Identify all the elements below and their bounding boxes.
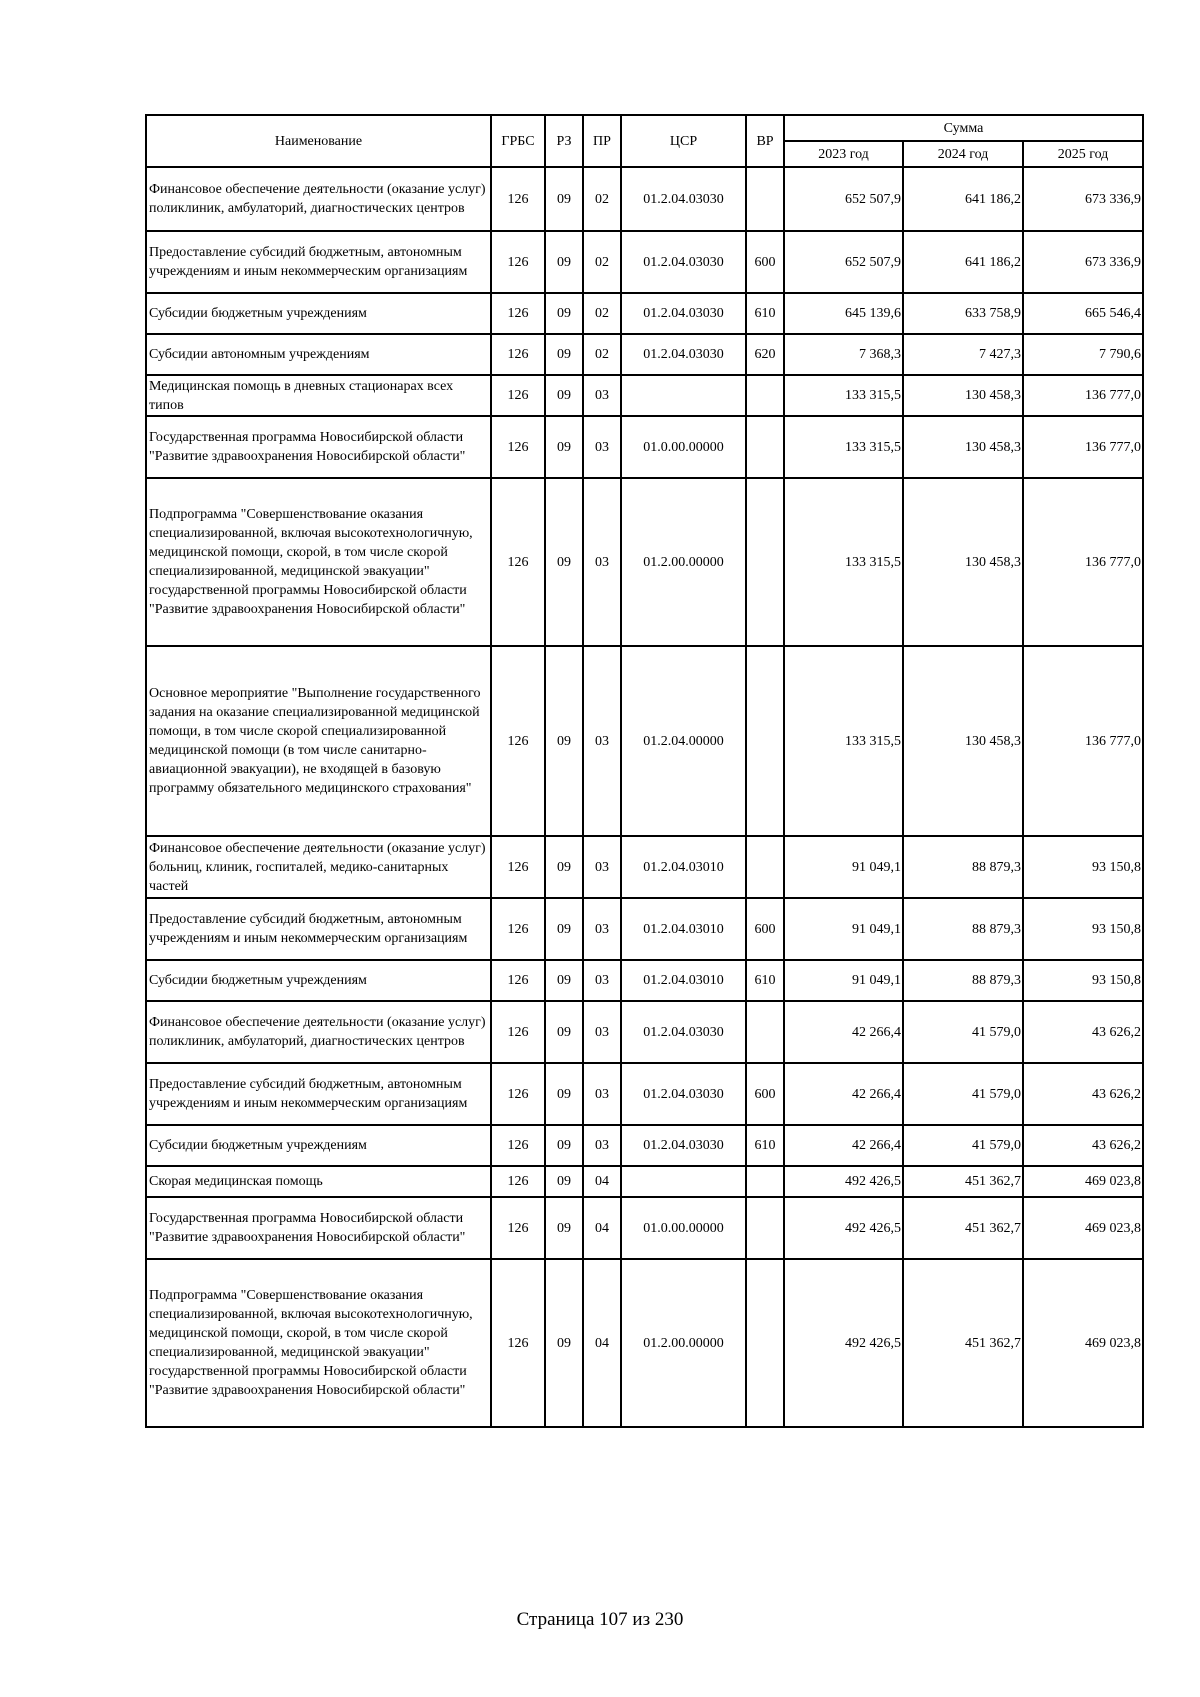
cell-amount-2024: 641 186,2 bbox=[903, 231, 1023, 293]
table-row bbox=[146, 1063, 1143, 1125]
cell-vr bbox=[746, 1197, 784, 1259]
cell-amount-2023: 133 315,5 bbox=[784, 416, 903, 478]
header-grbs: ГРБС bbox=[491, 115, 545, 167]
cell-name: Финансовое обеспечение деятельности (оказание услуг) больниц, клиник, госпиталей, медико-санитарных частей bbox=[146, 836, 491, 898]
cell-amount-2024: 41 579,0 bbox=[903, 1063, 1023, 1125]
budget-table bbox=[145, 114, 1144, 1428]
cell-amount-2025: 7 790,6 bbox=[1023, 334, 1143, 375]
cell-vr bbox=[746, 1001, 784, 1063]
cell-name: Субсидии бюджетным учреждениям bbox=[146, 960, 491, 1001]
cell-pr: 04 bbox=[583, 1166, 621, 1197]
cell-rz: 09 bbox=[545, 1166, 583, 1197]
cell-amount-2023: 133 315,5 bbox=[784, 478, 903, 646]
cell-vr bbox=[746, 416, 784, 478]
header-year-2023: 2023 год bbox=[784, 141, 903, 167]
cell-pr: 02 bbox=[583, 293, 621, 334]
cell-name: Предоставление субсидий бюджетным, автономным учреждениям и иным некоммерческим организациям bbox=[146, 898, 491, 960]
cell-pr: 03 bbox=[583, 1063, 621, 1125]
cell-pr: 03 bbox=[583, 646, 621, 836]
cell-amount-2024: 41 579,0 bbox=[903, 1001, 1023, 1063]
cell-pr: 03 bbox=[583, 416, 621, 478]
cell-amount-2024: 451 362,7 bbox=[903, 1197, 1023, 1259]
cell-amount-2025: 43 626,2 bbox=[1023, 1125, 1143, 1166]
cell-amount-2024: 88 879,3 bbox=[903, 960, 1023, 1001]
cell-pr: 03 bbox=[583, 1125, 621, 1166]
cell-rz: 09 bbox=[545, 1063, 583, 1125]
cell-vr: 610 bbox=[746, 1125, 784, 1166]
cell-pr: 03 bbox=[583, 1001, 621, 1063]
cell-grbs: 126 bbox=[491, 1063, 545, 1125]
cell-amount-2023: 492 426,5 bbox=[784, 1166, 903, 1197]
cell-name: Государственная программа Новосибирской области "Развитие здравоохранения Новосибирской области" bbox=[146, 416, 491, 478]
cell-rz: 09 bbox=[545, 1001, 583, 1063]
table-row bbox=[146, 1001, 1143, 1063]
cell-amount-2024: 451 362,7 bbox=[903, 1166, 1023, 1197]
cell-csr bbox=[621, 375, 746, 416]
cell-pr: 02 bbox=[583, 167, 621, 231]
cell-amount-2025: 43 626,2 bbox=[1023, 1063, 1143, 1125]
cell-vr bbox=[746, 375, 784, 416]
cell-amount-2023: 7 368,3 bbox=[784, 334, 903, 375]
cell-vr bbox=[746, 836, 784, 898]
header-name: Наименование bbox=[146, 115, 491, 167]
cell-amount-2025: 673 336,9 bbox=[1023, 231, 1143, 293]
table-row bbox=[146, 898, 1143, 960]
cell-grbs: 126 bbox=[491, 293, 545, 334]
header-year-2025: 2025 год bbox=[1023, 141, 1143, 167]
cell-amount-2024: 451 362,7 bbox=[903, 1259, 1023, 1427]
cell-amount-2025: 469 023,8 bbox=[1023, 1259, 1143, 1427]
cell-csr: 01.2.04.03030 bbox=[621, 334, 746, 375]
table-row bbox=[146, 960, 1143, 1001]
table-header bbox=[146, 115, 1143, 167]
cell-vr bbox=[746, 1259, 784, 1427]
cell-vr: 600 bbox=[746, 1063, 784, 1125]
cell-amount-2024: 41 579,0 bbox=[903, 1125, 1023, 1166]
cell-rz: 09 bbox=[545, 1259, 583, 1427]
cell-csr: 01.0.00.00000 bbox=[621, 416, 746, 478]
cell-pr: 02 bbox=[583, 231, 621, 293]
cell-amount-2025: 136 777,0 bbox=[1023, 375, 1143, 416]
cell-amount-2025: 136 777,0 bbox=[1023, 646, 1143, 836]
cell-amount-2023: 492 426,5 bbox=[784, 1197, 903, 1259]
cell-csr: 01.0.00.00000 bbox=[621, 1197, 746, 1259]
cell-amount-2023: 91 049,1 bbox=[784, 898, 903, 960]
cell-amount-2024: 130 458,3 bbox=[903, 416, 1023, 478]
cell-amount-2023: 133 315,5 bbox=[784, 646, 903, 836]
cell-vr bbox=[746, 646, 784, 836]
cell-amount-2023: 91 049,1 bbox=[784, 960, 903, 1001]
cell-rz: 09 bbox=[545, 898, 583, 960]
cell-name: Скорая медицинская помощь bbox=[146, 1166, 491, 1197]
table-row bbox=[146, 375, 1143, 416]
table-row bbox=[146, 167, 1143, 231]
cell-csr: 01.2.04.03030 bbox=[621, 1001, 746, 1063]
cell-name: Подпрограмма "Совершенствование оказания специализированной, включая высокотехнологичную, медицинской помощи, скорой, в том числе скорой специализированной, медицинской эвакуации" государственной программы Новосибирской области "Развитие здравоохранения Новосибирской области" bbox=[146, 1259, 491, 1427]
table-row bbox=[146, 836, 1143, 898]
cell-grbs: 126 bbox=[491, 478, 545, 646]
cell-amount-2024: 7 427,3 bbox=[903, 334, 1023, 375]
cell-csr: 01.2.04.03030 bbox=[621, 293, 746, 334]
cell-rz: 09 bbox=[545, 646, 583, 836]
table-row bbox=[146, 1125, 1143, 1166]
cell-name: Предоставление субсидий бюджетным, автономным учреждениям и иным некоммерческим организациям bbox=[146, 231, 491, 293]
cell-amount-2024: 130 458,3 bbox=[903, 646, 1023, 836]
table-row bbox=[146, 334, 1143, 375]
table-row bbox=[146, 1166, 1143, 1197]
cell-amount-2025: 469 023,8 bbox=[1023, 1197, 1143, 1259]
cell-grbs: 126 bbox=[491, 1259, 545, 1427]
table-body bbox=[146, 167, 1143, 1427]
cell-pr: 04 bbox=[583, 1259, 621, 1427]
cell-grbs: 126 bbox=[491, 836, 545, 898]
cell-name: Предоставление субсидий бюджетным, автономным учреждениям и иным некоммерческим организациям bbox=[146, 1063, 491, 1125]
table-row bbox=[146, 293, 1143, 334]
header-sum: Сумма bbox=[784, 115, 1143, 141]
cell-amount-2024: 633 758,9 bbox=[903, 293, 1023, 334]
cell-pr: 04 bbox=[583, 1197, 621, 1259]
cell-name: Медицинская помощь в дневных стационарах всех типов bbox=[146, 375, 491, 416]
cell-vr: 610 bbox=[746, 293, 784, 334]
cell-pr: 03 bbox=[583, 478, 621, 646]
cell-vr bbox=[746, 1166, 784, 1197]
cell-amount-2024: 130 458,3 bbox=[903, 478, 1023, 646]
cell-rz: 09 bbox=[545, 167, 583, 231]
cell-amount-2025: 673 336,9 bbox=[1023, 167, 1143, 231]
cell-amount-2023: 645 139,6 bbox=[784, 293, 903, 334]
cell-vr bbox=[746, 167, 784, 231]
cell-csr: 01.2.00.00000 bbox=[621, 478, 746, 646]
cell-amount-2024: 130 458,3 bbox=[903, 375, 1023, 416]
cell-grbs: 126 bbox=[491, 646, 545, 836]
cell-rz: 09 bbox=[545, 836, 583, 898]
cell-rz: 09 bbox=[545, 1125, 583, 1166]
cell-grbs: 126 bbox=[491, 898, 545, 960]
cell-rz: 09 bbox=[545, 293, 583, 334]
cell-csr: 01.2.04.03010 bbox=[621, 960, 746, 1001]
cell-name: Основное мероприятие "Выполнение государственного задания на оказание специализированной медицинской помощи, в том числе скорой специализированной медицинской помощи (в том числе санитарно-авиационной эвакуации), не входящей в базовую программу обязательного медицинского страхования" bbox=[146, 646, 491, 836]
cell-amount-2025: 469 023,8 bbox=[1023, 1166, 1143, 1197]
cell-grbs: 126 bbox=[491, 375, 545, 416]
cell-csr: 01.2.04.03010 bbox=[621, 898, 746, 960]
cell-rz: 09 bbox=[545, 231, 583, 293]
cell-amount-2023: 492 426,5 bbox=[784, 1259, 903, 1427]
cell-vr: 620 bbox=[746, 334, 784, 375]
cell-csr: 01.2.04.03030 bbox=[621, 1063, 746, 1125]
header-vr: ВР bbox=[746, 115, 784, 167]
cell-amount-2023: 652 507,9 bbox=[784, 167, 903, 231]
header-rz: РЗ bbox=[545, 115, 583, 167]
table-row bbox=[146, 1197, 1143, 1259]
cell-grbs: 126 bbox=[491, 231, 545, 293]
cell-csr: 01.2.04.03030 bbox=[621, 231, 746, 293]
cell-amount-2024: 88 879,3 bbox=[903, 836, 1023, 898]
cell-pr: 03 bbox=[583, 836, 621, 898]
cell-grbs: 126 bbox=[491, 167, 545, 231]
cell-pr: 03 bbox=[583, 898, 621, 960]
cell-grbs: 126 bbox=[491, 416, 545, 478]
header-pr: ПР bbox=[583, 115, 621, 167]
cell-csr: 01.2.00.00000 bbox=[621, 1259, 746, 1427]
cell-amount-2024: 88 879,3 bbox=[903, 898, 1023, 960]
table-row bbox=[146, 231, 1143, 293]
cell-name: Финансовое обеспечение деятельности (оказание услуг) поликлиник, амбулаторий, диагностических центров bbox=[146, 167, 491, 231]
cell-name: Субсидии бюджетным учреждениям bbox=[146, 1125, 491, 1166]
cell-amount-2025: 93 150,8 bbox=[1023, 836, 1143, 898]
cell-vr bbox=[746, 478, 784, 646]
cell-vr: 600 bbox=[746, 898, 784, 960]
cell-rz: 09 bbox=[545, 478, 583, 646]
cell-rz: 09 bbox=[545, 416, 583, 478]
cell-grbs: 126 bbox=[491, 1197, 545, 1259]
cell-amount-2023: 42 266,4 bbox=[784, 1001, 903, 1063]
cell-amount-2023: 42 266,4 bbox=[784, 1063, 903, 1125]
cell-amount-2025: 136 777,0 bbox=[1023, 478, 1143, 646]
cell-vr: 600 bbox=[746, 231, 784, 293]
cell-rz: 09 bbox=[545, 960, 583, 1001]
cell-rz: 09 bbox=[545, 334, 583, 375]
cell-grbs: 126 bbox=[491, 1125, 545, 1166]
header-year-2024: 2024 год bbox=[903, 141, 1023, 167]
cell-name: Подпрограмма "Совершенствование оказания специализированной, включая высокотехнологичную, медицинской помощи, скорой, в том числе скорой специализированной, медицинской эвакуации" государственной программы Новосибирской области "Развитие здравоохранения Новосибирской области" bbox=[146, 478, 491, 646]
cell-csr: 01.2.04.03010 bbox=[621, 836, 746, 898]
cell-amount-2023: 91 049,1 bbox=[784, 836, 903, 898]
cell-name: Субсидии автономным учреждениям bbox=[146, 334, 491, 375]
cell-name: Субсидии бюджетным учреждениям bbox=[146, 293, 491, 334]
cell-grbs: 126 bbox=[491, 334, 545, 375]
cell-csr bbox=[621, 1166, 746, 1197]
cell-grbs: 126 bbox=[491, 960, 545, 1001]
cell-name: Финансовое обеспечение деятельности (оказание услуг) поликлиник, амбулаторий, диагностических центров bbox=[146, 1001, 491, 1063]
cell-grbs: 126 bbox=[491, 1001, 545, 1063]
cell-vr: 610 bbox=[746, 960, 784, 1001]
cell-amount-2023: 133 315,5 bbox=[784, 375, 903, 416]
cell-amount-2025: 93 150,8 bbox=[1023, 898, 1143, 960]
cell-name: Государственная программа Новосибирской области "Развитие здравоохранения Новосибирской области" bbox=[146, 1197, 491, 1259]
cell-amount-2025: 665 546,4 bbox=[1023, 293, 1143, 334]
cell-grbs: 126 bbox=[491, 1166, 545, 1197]
cell-rz: 09 bbox=[545, 1197, 583, 1259]
cell-amount-2023: 652 507,9 bbox=[784, 231, 903, 293]
table-row bbox=[146, 478, 1143, 646]
cell-amount-2025: 93 150,8 bbox=[1023, 960, 1143, 1001]
cell-rz: 09 bbox=[545, 375, 583, 416]
cell-csr: 01.2.04.03030 bbox=[621, 1125, 746, 1166]
cell-pr: 03 bbox=[583, 375, 621, 416]
page-number: Страница 107 из 230 bbox=[516, 1609, 684, 1630]
cell-amount-2025: 43 626,2 bbox=[1023, 1001, 1143, 1063]
cell-pr: 03 bbox=[583, 960, 621, 1001]
header-csr: ЦСР bbox=[621, 115, 746, 167]
table-row bbox=[146, 1259, 1143, 1427]
cell-amount-2023: 42 266,4 bbox=[784, 1125, 903, 1166]
cell-amount-2025: 136 777,0 bbox=[1023, 416, 1143, 478]
header-row-top bbox=[146, 115, 1143, 141]
cell-amount-2024: 641 186,2 bbox=[903, 167, 1023, 231]
cell-csr: 01.2.04.00000 bbox=[621, 646, 746, 836]
cell-csr: 01.2.04.03030 bbox=[621, 167, 746, 231]
cell-pr: 02 bbox=[583, 334, 621, 375]
table-row bbox=[146, 646, 1143, 836]
table-row bbox=[146, 416, 1143, 478]
